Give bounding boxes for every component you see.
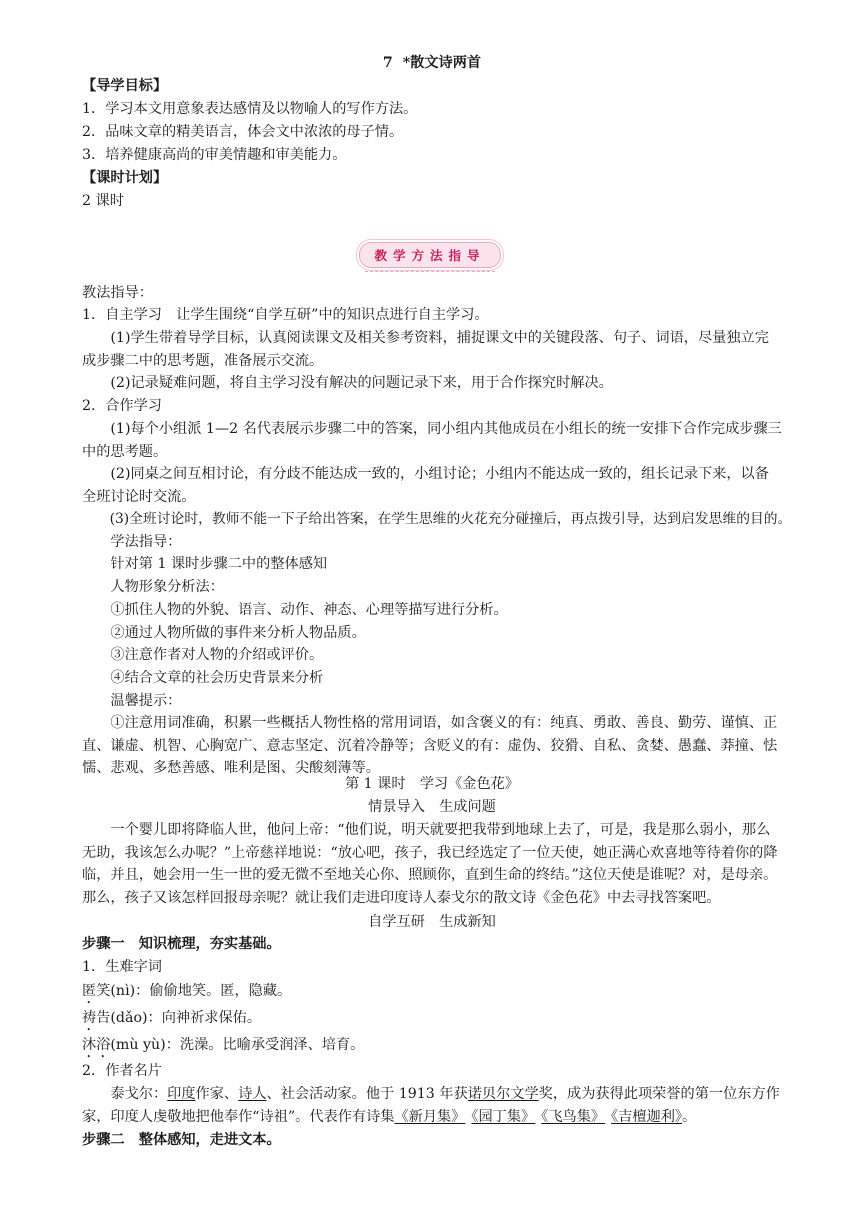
underlined-term: 诗人 — [238, 1086, 267, 1102]
coop-title: 2．合作学习 — [82, 398, 162, 414]
author-text-part: 作家、 — [195, 1086, 239, 1102]
author-text-part: 泰戈尔： — [110, 1086, 168, 1102]
word-def: 告(dǎo)：向神祈求保佑。 — [96, 1010, 262, 1026]
learn-item-3: ③注意作者对人物的介绍或评价。 — [110, 647, 324, 663]
learn-item-4: ④结合文章的社会历史背景来分析 — [110, 670, 324, 686]
plan-heading: 【课时计划】 — [82, 170, 168, 186]
learn-target: 针对第 1 课时步骤二中的整体感知 — [110, 556, 328, 572]
intro-title: 情景导入 生成问题 — [368, 799, 496, 815]
author-text-part: 、社会活动家。他于 1913 年获 — [266, 1086, 468, 1102]
author-text — [82, 1083, 782, 1128]
author-text-end: 。 — [682, 1108, 697, 1125]
coop-item-3: (3)全班讨论时，教师不能一下子给出答案，在学生思维的火花充分碰撞后，再点拨引导，达到启发思维的目的。 — [109, 511, 792, 527]
goal-item-1: 1．学习本文用意象表达感情及以物喻人的写作方法。 — [82, 101, 418, 117]
tips-text: ①注意用词准确，积累一些概括人物性格的常用词语，如含褒义的有：纯真、勇敢、善良、勤劳、谨慎、正直、谦虚、机智、心胸宽广、意志坚定、沉着冷静等；含贬义的有：虚伪、狡猾、自私、贪婪、愚蠢、莽撞、怯懦、悲观、多愁善感、唯利是图、尖酸刻薄等。 — [82, 715, 778, 777]
study-title: 自学互研 生成新知 — [368, 914, 496, 930]
self-study-item-1: (1)学生带着导学目标，认真阅读课文及相关参考资料，捕捉课文中的关键段落、句子、词语，尽量独立完成步骤二中的思考题，准备展示交流。 — [82, 330, 769, 369]
learn-method: 人物形象分析法： — [110, 579, 224, 595]
learn-item-2: ②通过人物所做的事件来分析人物品质。 — [110, 625, 366, 641]
coop-item-1: (1)每个小组派 1—2 名代表展示步骤二中的答案，同小组内其他成员在小组长的统一安排下合作完成步骤三中的思考题。 — [82, 421, 782, 460]
section-banner — [0, 242, 860, 272]
goal-item-2: 2．品味文章的精美语言，体会文中浓浓的母子情。 — [82, 124, 404, 140]
lesson-title-text: *散文诗两首 — [402, 55, 482, 71]
intro-text: 一个婴儿即将降临人世，他问上帝：“他们说，明天就要把我带到地球上去了，可是，我是那么弱小，那么无助，我该怎么办呢？”上帝慈祥地说：“放心吧，孩子，我已经选定了一位天使，她正满心欢喜地等待着你的降临，并且，她会用一生一世的爱无微不至地关心你、照顾你，直到生命的终结。”这位天使是谁呢？对，是母亲。那么，孩子又该怎样回报母亲呢？就让我们走进印度诗人泰戈尔的散文诗《金色花》中去寻找答案吧。 — [82, 822, 778, 906]
lesson-title — [82, 52, 782, 75]
banner-underline — [365, 271, 495, 272]
learn-heading: 学法指导： — [110, 534, 182, 550]
word-item-3 — [82, 1034, 782, 1061]
lesson-number: 7 — [382, 55, 393, 71]
self-study-title: 1．自主学习 让学生围绕“自学互研”中的知识点进行自主学习。 — [82, 307, 489, 323]
plan-text: 2 课时 — [82, 193, 124, 209]
tips-heading: 温馨提示： — [110, 693, 182, 709]
teach-heading: 教法指导： — [82, 285, 153, 301]
word-item-1 — [82, 980, 782, 1007]
book-title: 《吉檀迦利》 — [611, 1108, 683, 1125]
coop-item-2: (2)同桌之间互相讨论，有分歧不能达成一致的，小组讨论；小组内不能达成一致的，组长记录下来，以备全班讨论时交流。 — [82, 466, 769, 505]
book-title: 《飞鸟集》 — [541, 1108, 606, 1125]
author-heading: 2．作者名片 — [82, 1063, 162, 1079]
word-char: 沐浴 — [82, 1037, 111, 1053]
words-heading: 1．生难字词 — [82, 959, 162, 975]
word-char: 匿 — [82, 983, 97, 999]
goals-heading: 【导学目标】 — [82, 78, 168, 94]
underlined-term: 诺贝尔文学 — [467, 1086, 539, 1102]
author-text-part: 奖，成为获得此项荣誉的第一位东方作家，印度人虔敬地把他奉作“诗祖”。代表作有诗集 — [82, 1086, 780, 1125]
period-title: 第 1 课时 学习《金色花》 — [344, 776, 520, 792]
step-two: 步骤二 整体感知，走进文本。 — [82, 1132, 281, 1148]
word-def: (mù yù)：洗澡。比喻承受润泽、培育。 — [110, 1037, 365, 1053]
self-study-item-2: (2)记录疑难问题，将自主学习没有解决的问题记录下来，用于合作探究时解决。 — [110, 375, 613, 391]
book-title: 《园丁集》 — [471, 1108, 536, 1125]
word-item-2 — [82, 1007, 782, 1034]
learn-item-1: ①抓住人物的外貌、语言、动作、神态、心理等描写进行分析。 — [110, 602, 508, 618]
step-one: 步骤一 知识梳理，夯实基础。 — [82, 936, 281, 952]
goal-item-3: 3．培养健康高尚的审美情趣和审美能力。 — [82, 147, 347, 163]
banner-label: 教学方法指导 — [359, 242, 500, 268]
word-def: 笑(nì)：偷偷地笑。匿，隐藏。 — [96, 983, 292, 999]
underlined-term: 印度 — [167, 1086, 196, 1102]
word-char: 祷 — [82, 1010, 97, 1026]
book-title: 《新月集》 — [394, 1108, 466, 1125]
